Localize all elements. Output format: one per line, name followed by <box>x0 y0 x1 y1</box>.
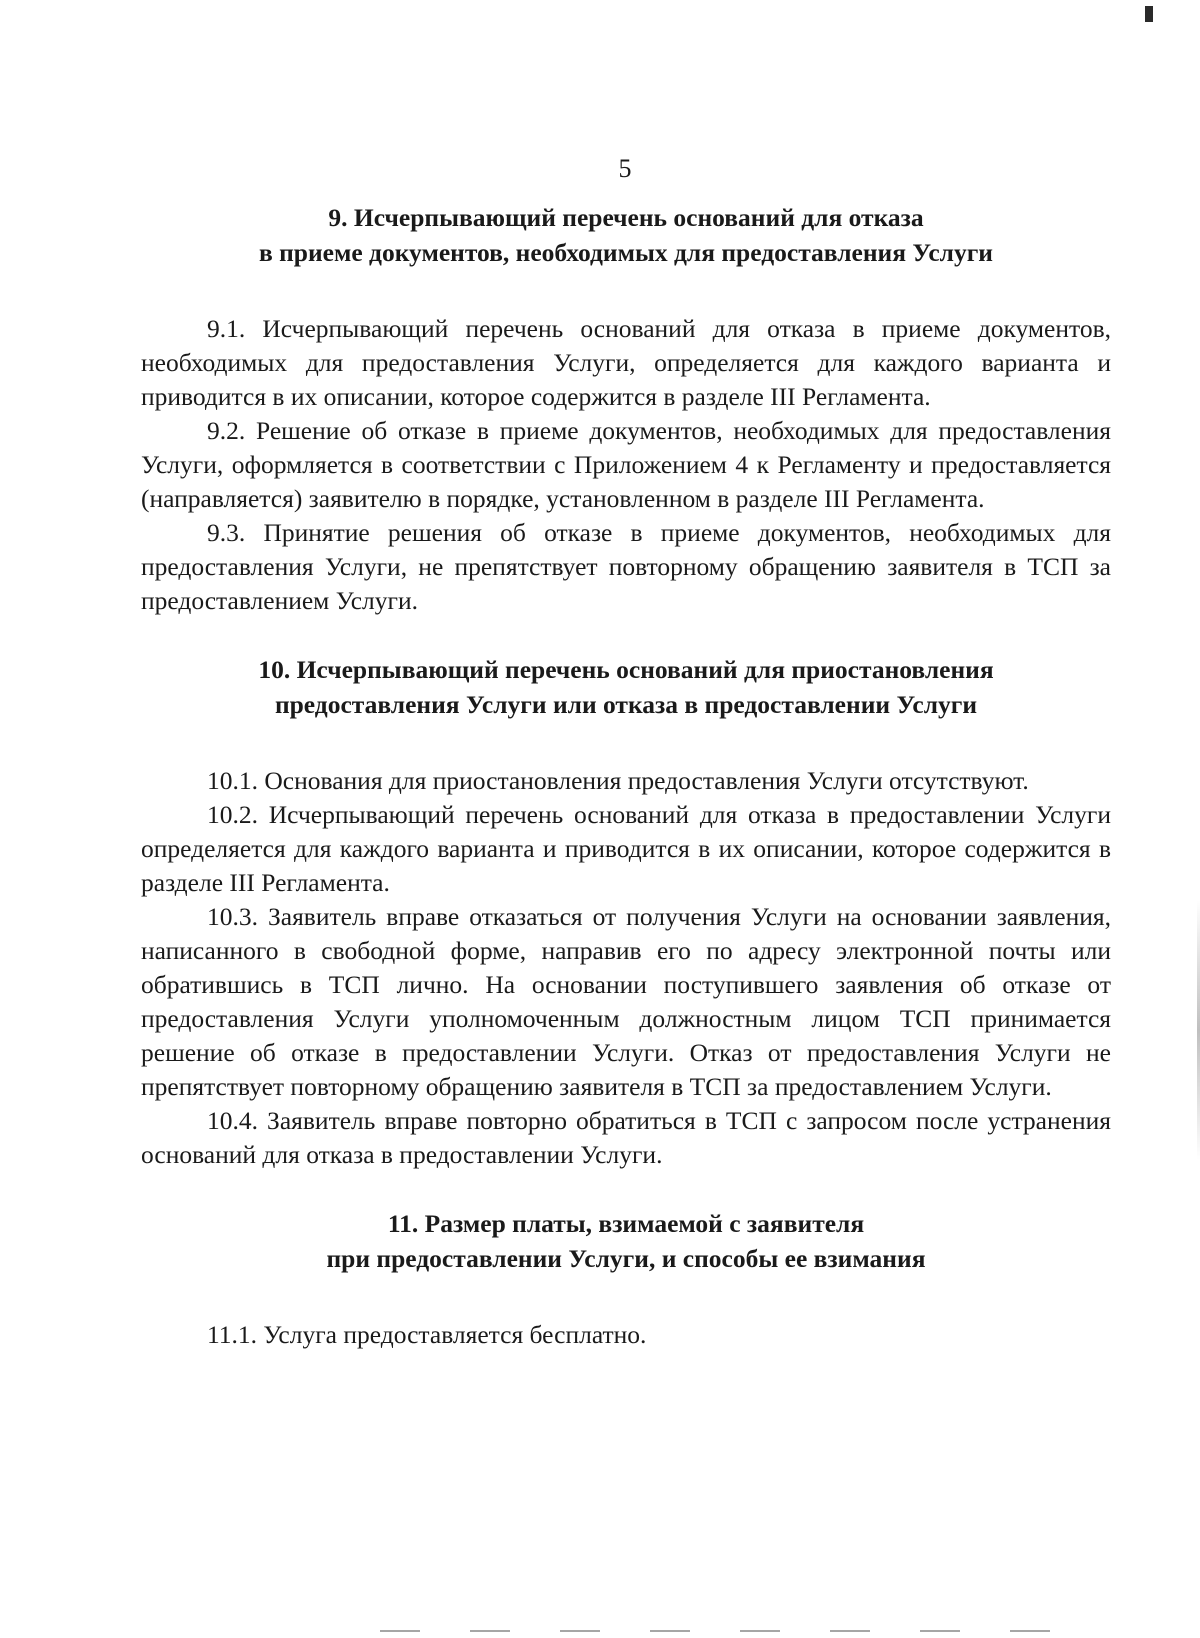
paragraph-11-1: 11.1. Услуга предоставляется бесплатно. <box>207 1320 647 1349</box>
paragraph-10-2: 10.2. Исчерпывающий перечень оснований для отказа в предоставлении Услуги определяется для каждого варианта и приводится в их описании, которое содержится в разделе III Регламента. <box>141 800 1111 897</box>
section-heading-line: 9. Исчерпывающий перечень оснований для отказа <box>328 203 924 232</box>
section-10 <box>141 652 1111 1172</box>
paragraph-9-2: 9.2. Решение об отказе в приеме документов, необходимых для предоставления Услуги, оформляется в соответствии с Приложением 4 к Регламенту и предоставляется (направляется) заявителю в порядке, установленном в разделе III Регламента. <box>141 416 1111 513</box>
section-heading <box>141 200 1111 270</box>
section-heading <box>141 652 1111 722</box>
section-heading-line: предоставления Услуги или отказа в предоставлении Услуги <box>274 690 978 719</box>
scan-artifact <box>1145 6 1153 22</box>
paragraph-10-1: 10.1. Основания для приостановления предоставления Услуги отсутствуют. <box>207 766 1029 795</box>
section-11 <box>141 1206 1111 1352</box>
page-number: 5 <box>618 154 632 183</box>
section-heading-line: 11. Размер платы, взимаемой с заявителя <box>387 1209 865 1238</box>
section-heading-line: 10. Исчерпывающий перечень оснований для приостановления <box>258 655 994 684</box>
scan-artifact <box>380 1630 1080 1632</box>
document-body <box>141 200 1111 1352</box>
section-heading-line: в приеме документов, необходимых для предоставления Услуги <box>258 238 994 267</box>
paragraph-10-3: 10.3. Заявитель вправе отказаться от получения Услуги на основании заявления, написанного в свободной форме, направив его по адресу электронной почты или обратившись в ТСП лично. На основании поступившего заявления об отказе от предоставления Услуги уполномоченным должностным лицом ТСП принимается решение об отказе в предоставлении Услуги. Отказ от предоставления Услуги не препятствует повторному обращению заявителя в ТСП за предоставлением Услуги. <box>141 902 1111 1101</box>
paragraph-9-1: 9.1. Исчерпывающий перечень оснований для отказа в приеме документов, необходимых для предоставления Услуги, определяется для каждого варианта и приводится в их описании, которое содержится в разделе III Регламента. <box>141 314 1111 411</box>
paragraph-10-4: 10.4. Заявитель вправе повторно обратиться в ТСП с запросом после устранения оснований для отказа в предоставлении Услуги. <box>141 1106 1111 1169</box>
section-9 <box>141 200 1111 618</box>
paragraph-9-3: 9.3. Принятие решения об отказе в приеме документов, необходимых для предоставления Услуги, не препятствует повторному обращению заявителя в ТСП за предоставлением Услуги. <box>141 518 1111 615</box>
section-heading-line: при предоставлении Услуги, и способы ее взимания <box>326 1244 926 1273</box>
section-heading <box>141 1206 1111 1276</box>
